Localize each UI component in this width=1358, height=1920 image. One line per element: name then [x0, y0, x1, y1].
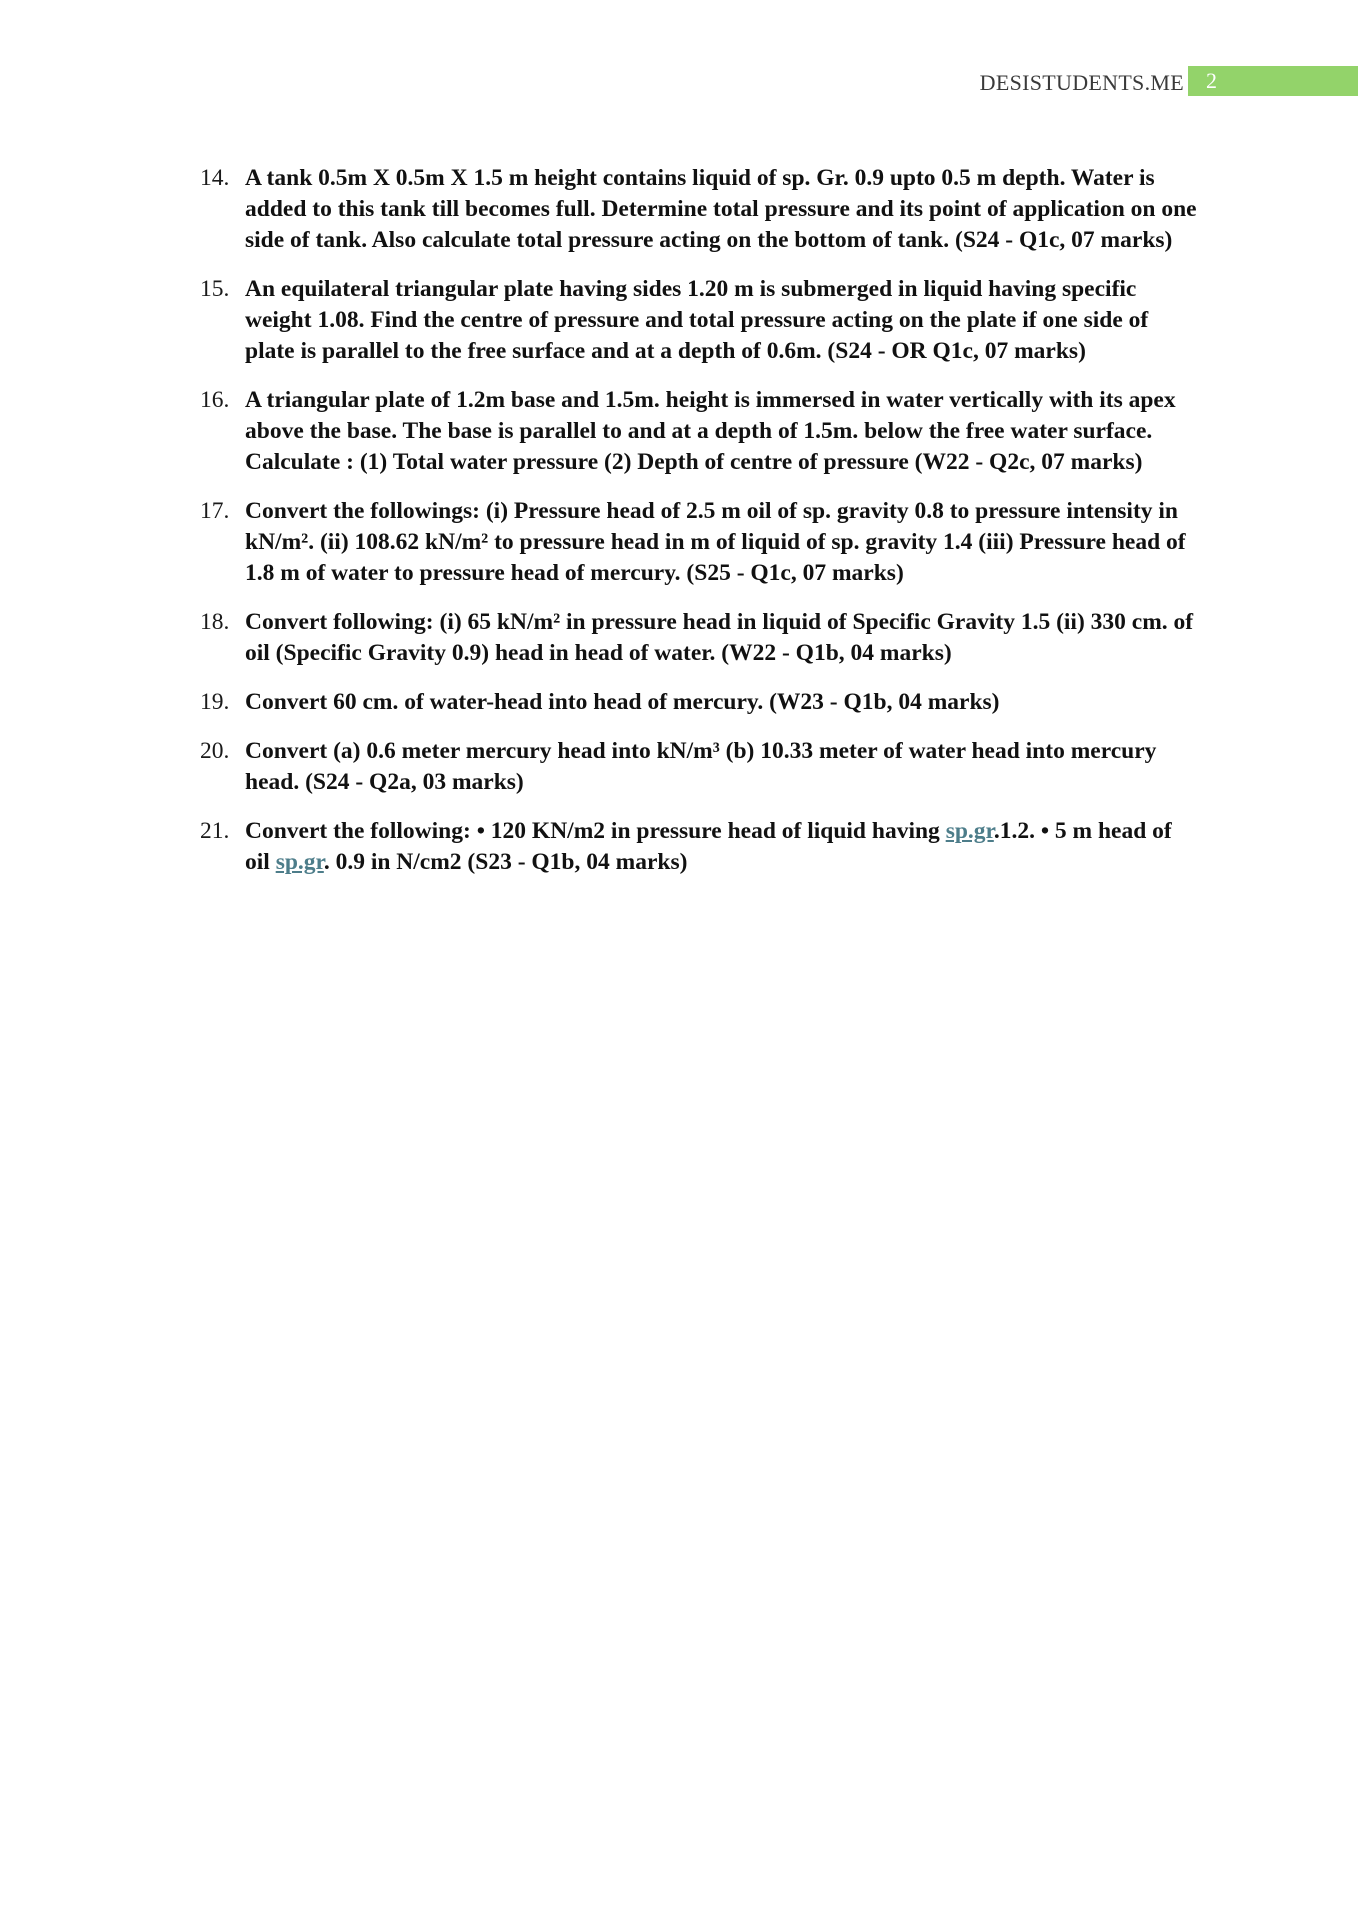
- sp-gr-link[interactable]: sp.gr: [275, 849, 324, 875]
- question-text: A triangular plate of 1.2m base and 1.5m. height is immersed in water vertically with its apex above the base. The base is parallel to and at a depth of 1.5m. below the free water surface. Calculate : (1) Total water pressure (2) Depth of centre of pressure (W22 - Q2c, 07 marks): [245, 387, 1176, 475]
- question-number: 18.: [200, 609, 230, 635]
- question-text: Convert following: (i) 65 kN/m² in pressure head in liquid of Specific Gravity 1.5 (ii) 330 cm. of oil (Specific Gravity 0.9) head in head of water. (W22 - Q1b, 04 marks): [245, 609, 1194, 666]
- question-number: 15.: [200, 276, 230, 302]
- question-text: An equilateral triangular plate having sides 1.20 m is submerged in liquid having specific weight 1.08. Find the centre of pressure and total pressure acting on the plate if one side of plate is parallel to the free surface and at a depth of 0.6m. (S24 - OR Q1c, 07 marks): [245, 276, 1149, 364]
- sp-gr-link[interactable]: sp.gr: [945, 818, 994, 844]
- question-item: [200, 274, 1200, 367]
- question-item: [200, 163, 1200, 256]
- question-text-part: . 0.9 in N/cm2 (S23 - Q1b, 04 marks): [323, 849, 688, 875]
- question-text: [245, 816, 1200, 878]
- question-item: [200, 816, 1200, 878]
- question-number: 20.: [200, 738, 230, 764]
- question-text: Convert the followings: (i) Pressure head of 2.5 m oil of sp. gravity 0.8 to pressure intensity in kN/m². (ii) 108.62 kN/m² to pressure head in m of liquid of sp. gravity 1.4 (iii) Pressure head of 1.8 m of water to pressure head of mercury. (S25 - Q1c, 07 marks): [245, 498, 1186, 586]
- question-text-part: Convert the following: • 120 KN/m2 in pressure head of liquid having: [245, 818, 946, 844]
- question-item: [200, 496, 1200, 589]
- site-name: DESISTUDENTS.ME: [979, 70, 1184, 95]
- question-text: A tank 0.5m X 0.5m X 1.5 m height contains liquid of sp. Gr. 0.9 upto 0.5 m depth. Water is added to this tank till becomes full. Determine total pressure and its point of application on one side of tank. Also calculate total pressure acting on the bottom of tank. (S24 - Q1c, 07 marks): [245, 165, 1197, 253]
- question-item: [200, 687, 1200, 718]
- question-item: [200, 736, 1200, 798]
- question-text: Convert (a) 0.6 meter mercury head into kN/m³ (b) 10.33 meter of water head into mercury head. (S24 - Q2a, 03 marks): [245, 738, 1157, 795]
- question-number: 19.: [200, 689, 230, 715]
- question-text: Convert 60 cm. of water-head into head of mercury. (W23 - Q1b, 04 marks): [245, 689, 1000, 715]
- question-number: 14.: [200, 165, 230, 191]
- page-number-badge: 2: [1188, 66, 1358, 96]
- page-header: [0, 66, 1358, 100]
- question-number: 21.: [200, 818, 230, 844]
- question-number: 16.: [200, 387, 230, 413]
- question-text-part: .1.2. • 5 m head of oil: [245, 818, 1172, 875]
- question-item: [200, 385, 1200, 478]
- question-list: [200, 163, 1200, 878]
- question-number: 17.: [200, 498, 230, 524]
- question-item: [200, 607, 1200, 669]
- question-content: [200, 163, 1200, 896]
